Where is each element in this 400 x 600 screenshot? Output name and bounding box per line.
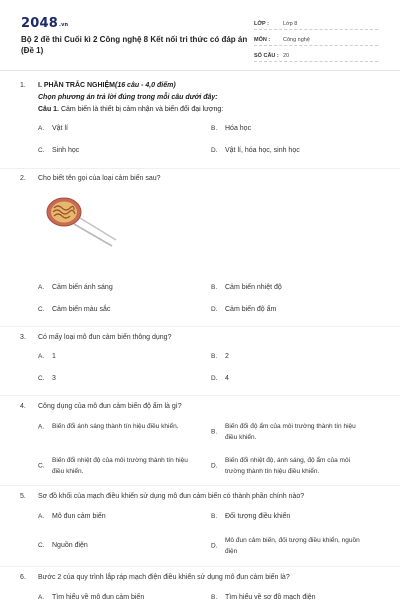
separator	[0, 326, 400, 327]
option-d[interactable]: D. Biến đổi nhiệt độ, ánh sáng, độ ẩm của môi trường thành tín hiệu điều khiển.	[211, 457, 351, 475]
option-a[interactable]: A. Biến đổi ánh sáng thành tín hiệu điều khiển.	[38, 423, 179, 430]
meta-row-class: LỚP : Lớp 8	[254, 14, 378, 30]
option-a[interactable]: A. Cảm biến ánh sáng	[38, 284, 113, 291]
option-c[interactable]: C. Nguồn điện	[38, 542, 88, 549]
option-c[interactable]: C. Sinh học	[38, 147, 80, 154]
site-logo[interactable]: $2048^{.vn}$	[21, 16, 69, 31]
option-d[interactable]: D. Cảm biến độ ẩm	[211, 306, 277, 313]
option-d[interactable]: D. Mô đun cảm biến, đối tượng điều khiển, nguồn điện	[211, 537, 360, 555]
option-b[interactable]: B. Biến đổi độ ẩm của môi trường thành tín hiệu điều khiển.	[211, 423, 356, 441]
option-b[interactable]: B. Tìm hiểu về sơ đồ mạch điện	[211, 594, 316, 600]
exam-page: $2048^{.vn}$ Bộ 2 đề thi Cuối kì 2 Công nghệ 8 Kết nối tri thức có đáp án (Đề 1) LỚP : Lớp 8 MÔN : Công nghệ SỐ CÂU : 20 1. I. PHẦN TRẮC NGHIỆM(16 câu - 4,0 điểm) Chọn phương án trả lời đúng trong mỗi câu dưới đây: Câu 1. Cảm biến là thiết bị cảm nhận và biến đổi đại lượng: A. Vật lí B. Hóa học C. Sinh học D. Vật lí, hóa học, sinh học 2. Cho biết tên gọi của loại cảm biến sau? A. Cảm biến ánh sáng B. Cảm biến nhiệt độ C. Cảm biến màu sắc D. Cảm biến độ ẩm 3. Có mấy loại mô đun cảm biến thông dụng? A. 1 B. 2 C. 3 D. 4 4. Công dụng của mô đun cảm biến độ ẩm là gì? A. Biến đổi ánh sáng thành tín hiệu điều khiển. B. Biến đổi độ ẩm của môi trường thành tín hiệu điều khiển. C. Biến đổi nhiệt độ của môi trường thành tín hiệu điều khiển. D. Biến đổi nhiệt độ, ánh sáng, độ ẩm của môi trường thành tín hiệu điều khiển. 5. Sơ đồ khối của mạch điều khiển sử dụng mô đun cảm biến có thành phần chính nào? A. Mô đun cảm biến B. Đối tượng điều khiển C. Nguồn điện D. Mô đun cảm biến, đối tượng điều khiển, nguồn điện 6. Bước 2 của quy trình lắp ráp mạch điện điều khiển sử dụng mô đun cảm biến là? A. Tìm hiểu về mô đun cảm biến B. Tìm hiểu về sơ đồ mạch điện	[0, 0, 400, 600]
option-d[interactable]: D. Vật lí, hóa học, sinh học	[211, 147, 300, 154]
option-b[interactable]: B. Hóa học	[211, 125, 252, 132]
separator	[0, 395, 400, 396]
light-sensor-image	[40, 190, 120, 252]
meta-row-subject: MÔN : Công nghệ	[254, 30, 378, 46]
option-b[interactable]: B. Đối tượng điều khiển	[211, 513, 291, 520]
option-c[interactable]: C. Biến đổi nhiệt độ của môi trường thành tín hiệu điều khiển.	[38, 457, 188, 475]
question-text: Câu 1. Cảm biến là thiết bị cảm nhận và biến đổi đại lượng:	[38, 106, 224, 113]
option-a[interactable]: A. Tìm hiểu về mô đun cảm biến	[38, 594, 145, 600]
meta-row-question-count: SỐ CÂU : 20	[254, 46, 378, 62]
section-heading: I. PHẦN TRẮC NGHIỆM(16 câu - 4,0 điểm)	[38, 82, 176, 89]
option-a[interactable]: A. Mô đun cảm biến	[38, 513, 106, 520]
document-header	[0, 0, 400, 72]
document-title: Bộ 2 đề thi Cuối kì 2 Công nghệ 8 Kết nối tri thức có đáp án (Đề 1)	[21, 35, 248, 55]
option-a[interactable]: A. Vật lí	[38, 125, 68, 132]
option-a[interactable]: A. 1	[38, 353, 56, 360]
separator	[0, 168, 400, 169]
option-d[interactable]: D. 4	[211, 375, 229, 382]
option-b[interactable]: B. 2	[211, 353, 229, 360]
option-c[interactable]: C. Cảm biến màu sắc	[38, 306, 111, 313]
option-b[interactable]: B. Cảm biến nhiệt độ	[211, 284, 282, 291]
meta-info	[254, 14, 378, 62]
option-c[interactable]: C. 3	[38, 375, 56, 382]
section-instruction: Chọn phương án trả lời đúng trong mỗi câu dưới đây:	[38, 94, 218, 101]
separator	[0, 566, 400, 567]
header-divider	[0, 70, 400, 71]
separator	[0, 485, 400, 486]
